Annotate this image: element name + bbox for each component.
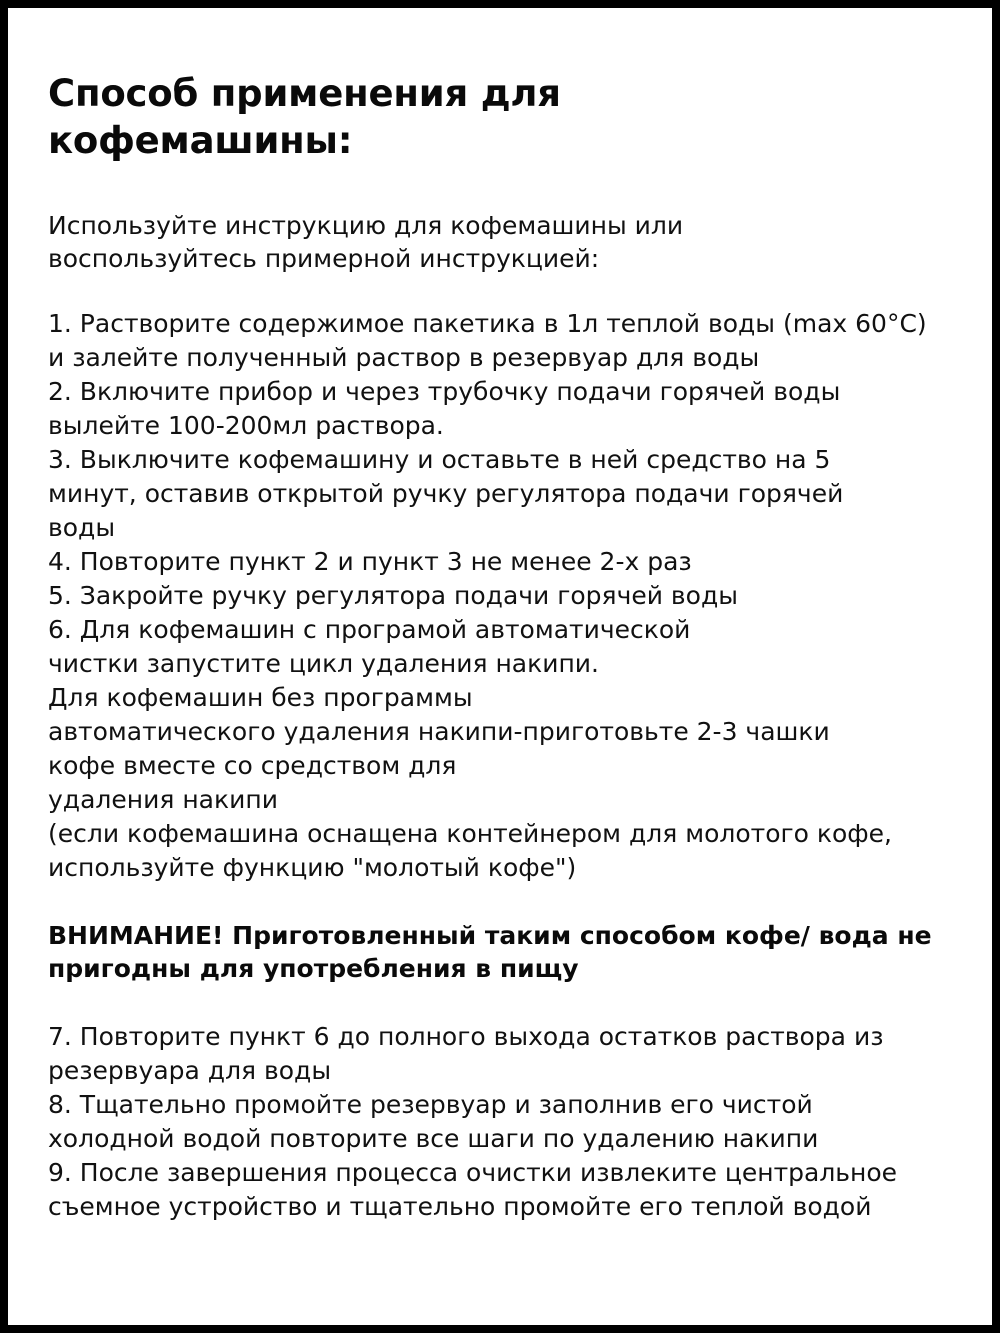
- step-line: и залейте полученный раствор в резервуар для воды: [48, 343, 760, 373]
- step-line: 5. Закройте ручку регулятора подачи горячей воды: [48, 581, 738, 611]
- warning-text: ВНИМАНИЕ! Приготовленный таким способом кофе/ вода не пригодны для употребления в пищу: [48, 921, 932, 984]
- step-line: 4. Повторите пункт 2 и пункт 3 не менее 2-х раз: [48, 547, 692, 577]
- tail-steps-block: [48, 1020, 948, 1224]
- document-page: [8, 8, 992, 1325]
- step-line: холодной водой повторите все шаги по удалению накипи: [48, 1123, 819, 1153]
- step-line: 8. Тщательно промойте резервуар и заполнив его чистой: [48, 1089, 813, 1119]
- step-line: автоматического удаления накипи-приготовьте 2-3 чашки: [48, 717, 830, 747]
- step-line: (если кофемашина оснащена контейнером для молотого кофе,: [48, 819, 893, 849]
- document-content: [48, 70, 948, 1224]
- step-line: минут, оставив открытой ручку регулятора подачи горячей: [48, 479, 844, 509]
- step-line: 9. После завершения процесса очистки извлеките центральное: [48, 1157, 898, 1187]
- step-line: воды: [48, 513, 116, 543]
- step-line: съемное устройство и тщательно промойте его теплой водой: [48, 1191, 872, 1221]
- step-line: вылейте 100-200мл раствора.: [48, 411, 444, 441]
- steps-block: [48, 307, 948, 885]
- step-line: кофе вместе со средством для: [48, 751, 457, 781]
- step-line: 7. Повторите пункт 6 до полного выхода остатков раствора из: [48, 1021, 884, 1051]
- step-line: чистки запустите цикл удаления накипи.: [48, 649, 600, 679]
- step-line: 1. Растворите содержимое пакетика в 1л теплой воды (max 60°C): [48, 309, 927, 339]
- step-line: удаления накипи: [48, 785, 278, 815]
- step-line: используйте функцию "молотый кофе"): [48, 853, 577, 883]
- step-line: резервуара для воды: [48, 1055, 332, 1085]
- step-line: 6. Для кофемашин с програмой автоматической: [48, 615, 691, 645]
- page-title: Способ применения для кофемашины:: [48, 72, 561, 163]
- intro-paragraph: Используйте инструкцию для кофемашины или воспользуйтесь примерной инструкцией:: [48, 210, 684, 273]
- step-line: Для кофемашин без программы: [48, 683, 473, 713]
- step-line: 2. Включите прибор и через трубочку подачи горячей воды: [48, 377, 841, 407]
- step-line: 3. Выключите кофемашину и оставьте в ней средство на 5: [48, 445, 831, 475]
